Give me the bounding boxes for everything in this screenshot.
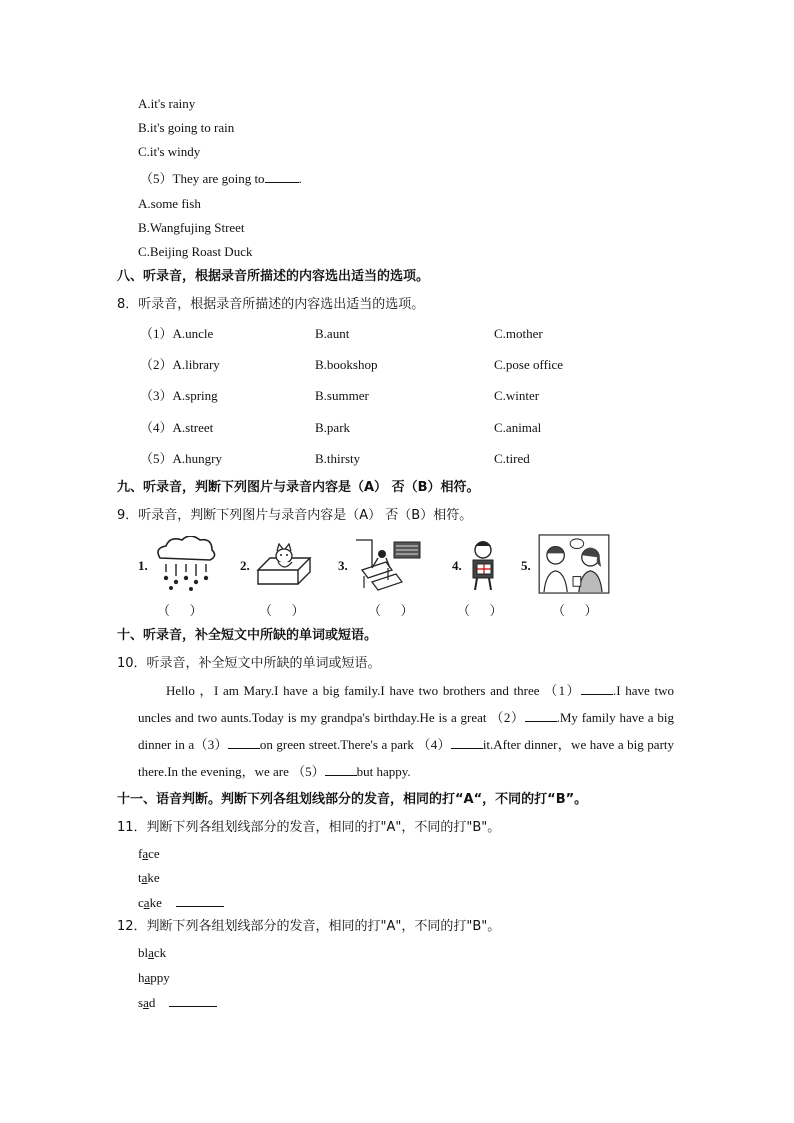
word-part: ke bbox=[147, 870, 160, 885]
phonics-word bbox=[138, 846, 160, 862]
phonics-word bbox=[138, 994, 217, 1011]
section-title: 九、听录音，判断下列图片与录音内容是（A） 否（B）相符。 bbox=[117, 480, 480, 495]
answer-blank[interactable] bbox=[169, 994, 217, 1007]
option-text: C.Beijing Roast Duck bbox=[138, 244, 253, 259]
option-c: C.pose office bbox=[494, 357, 564, 372]
option-a: （4）A.street bbox=[140, 420, 214, 435]
word-part: ppy bbox=[150, 970, 170, 985]
cloze-paragraph bbox=[138, 677, 674, 785]
answer-blank[interactable] bbox=[525, 709, 557, 722]
section-title: 八、听录音，根据录音所描述的内容选出适当的选项。 bbox=[117, 269, 430, 284]
option-a: （2）A.library bbox=[140, 357, 220, 372]
stem-end: . bbox=[298, 171, 302, 186]
word-part: bl bbox=[138, 945, 149, 960]
phonics-word bbox=[138, 970, 170, 986]
answer-blank[interactable] bbox=[325, 763, 357, 776]
para-text: it.After dinner，we have a big party there.In the evening，we are （5） bbox=[138, 737, 675, 779]
stem-text: （5）They are going to bbox=[140, 171, 265, 186]
answer-paren[interactable]: （ ） bbox=[259, 603, 305, 618]
answer-paren[interactable]: （ ） bbox=[457, 603, 503, 618]
answer-blank[interactable] bbox=[176, 894, 224, 907]
word-part: s bbox=[138, 995, 144, 1010]
option-b: B.summer bbox=[315, 388, 369, 403]
para-text: Hello ，I am Mary.I have a big family.I have two brothers and three （1） bbox=[166, 683, 582, 698]
option-b: B.aunt bbox=[315, 326, 350, 341]
option-b: B.park bbox=[315, 420, 351, 435]
option-text: B.it's going to rain bbox=[138, 120, 235, 135]
option-a: （1）A.uncle bbox=[140, 326, 214, 341]
para-text: .My family have a big dinner in a（3） bbox=[138, 710, 675, 752]
underlined-letter: a bbox=[143, 895, 150, 910]
underlined-letter: a bbox=[143, 995, 149, 1010]
word-part: t bbox=[138, 870, 142, 885]
section-title: 十一、语音判断。判断下列各组划线部分的发音，相同的打“A“，不同的打“B”。 bbox=[117, 792, 588, 807]
picture-number: 5. bbox=[521, 558, 531, 573]
answer-paren[interactable]: （ ） bbox=[157, 603, 203, 618]
friends-talking-icon bbox=[537, 534, 611, 594]
para-text: on green street.There's a park （4） bbox=[259, 737, 451, 752]
option-b: B.thirsty bbox=[315, 451, 361, 466]
underlined-letter: a bbox=[141, 870, 148, 885]
para-text: .I have two uncles and two aunts.Today is my grandpa's birthday.He is a great （2） bbox=[138, 683, 674, 725]
word-part: c bbox=[138, 895, 144, 910]
option-c: C.mother bbox=[494, 326, 543, 341]
word-part: f bbox=[138, 846, 143, 861]
option-c: C.winter bbox=[494, 388, 540, 403]
question-stem: 10．听录音，补全短文中所缺的单词或短语。 bbox=[117, 656, 381, 671]
answer-blank[interactable] bbox=[228, 736, 260, 749]
picture-number: 4. bbox=[452, 558, 462, 573]
picture-number: 1. bbox=[138, 558, 148, 573]
phonics-word bbox=[138, 870, 160, 886]
picture-number: 3. bbox=[338, 558, 348, 573]
option-c: C.tired bbox=[494, 451, 530, 466]
man-with-gift-icon bbox=[465, 536, 505, 596]
phonics-word bbox=[138, 945, 166, 961]
question-stem: 12．判断下列各组划线部分的发音，相同的打"A"，不同的打"B"。 bbox=[117, 919, 501, 934]
phonics-word bbox=[138, 894, 224, 911]
option-a: （3）A.spring bbox=[140, 388, 218, 403]
cat-in-box-icon bbox=[254, 536, 314, 596]
word-part: ce bbox=[148, 846, 160, 861]
para-text: but happy. bbox=[356, 764, 411, 779]
answer-paren[interactable]: （ ） bbox=[552, 603, 598, 618]
answer-blank[interactable] bbox=[581, 682, 613, 695]
section-title: 十、听录音，补全短文中所缺的单词或短语。 bbox=[117, 628, 378, 643]
question-stem: 9．听录音，判断下列图片与录音内容是（A） 否（B）相符。 bbox=[117, 508, 473, 523]
word-part: ck bbox=[153, 945, 167, 960]
option-text: A.some fish bbox=[138, 196, 201, 211]
classroom-icon bbox=[352, 536, 424, 596]
underlined-letter: a bbox=[148, 945, 154, 960]
option-text: A.it's rainy bbox=[138, 96, 196, 111]
rain-cloud-icon bbox=[152, 536, 218, 596]
word-part: d bbox=[148, 995, 156, 1010]
question-stem: 8．听录音，根据录音所描述的内容选出适当的选项。 bbox=[117, 297, 425, 312]
word-part: ke bbox=[149, 895, 162, 910]
option-a: （5）A.hungry bbox=[140, 451, 222, 466]
answer-paren[interactable]: （ ） bbox=[368, 603, 414, 618]
answer-blank[interactable] bbox=[451, 736, 483, 749]
option-c: C.animal bbox=[494, 420, 542, 435]
question-stem: 11．判断下列各组划线部分的发音，相同的打"A"，不同的打"B"。 bbox=[117, 820, 501, 835]
option-text: C.it's windy bbox=[138, 144, 201, 159]
option-b: B.bookshop bbox=[315, 357, 378, 372]
question-stem bbox=[140, 170, 302, 187]
answer-blank[interactable] bbox=[265, 170, 299, 183]
underlined-letter: a bbox=[144, 970, 151, 985]
option-text: B.Wangfujing Street bbox=[138, 220, 245, 235]
underlined-letter: a bbox=[142, 846, 149, 861]
picture-number: 2. bbox=[240, 558, 250, 573]
word-part: h bbox=[138, 970, 145, 985]
